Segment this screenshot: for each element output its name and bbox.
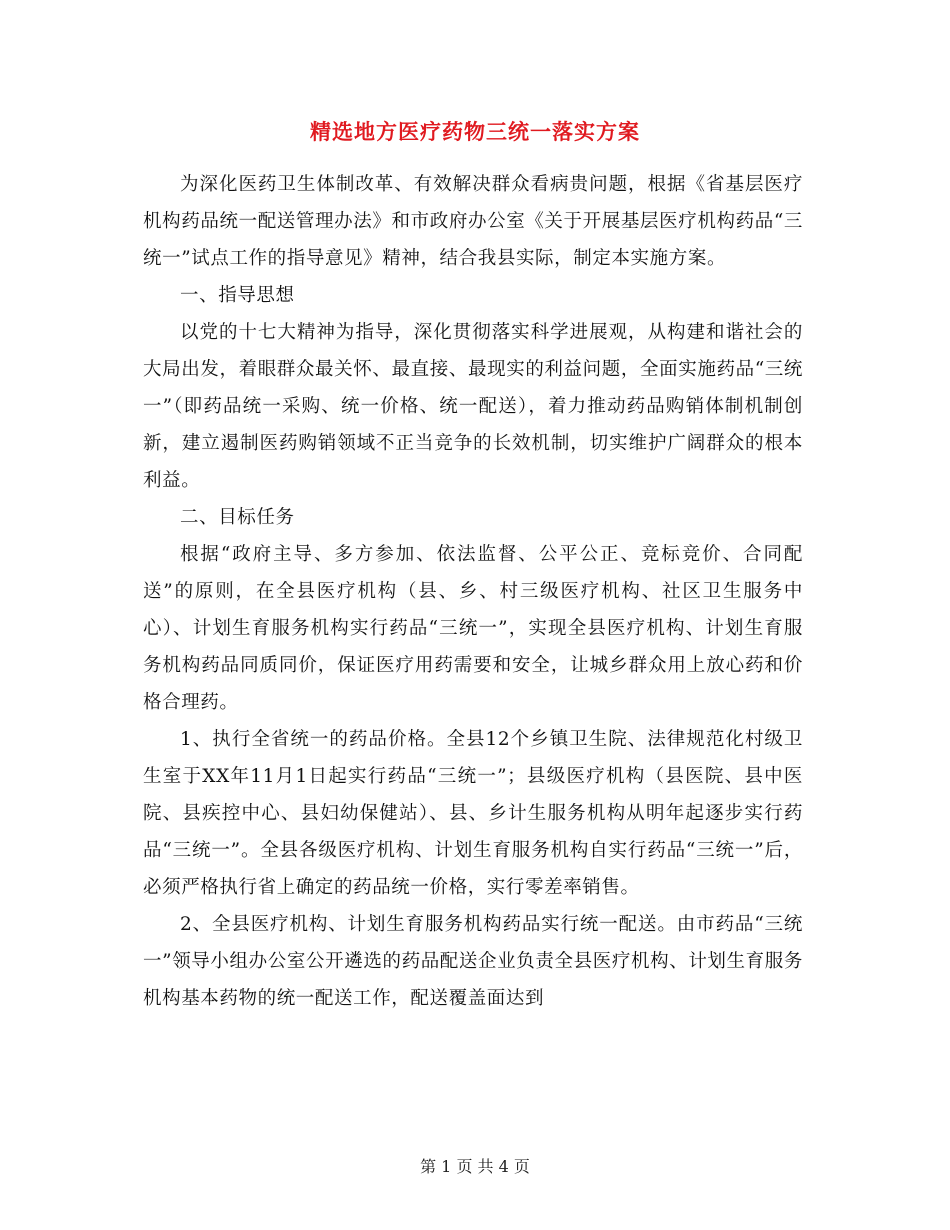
- paragraph-item-1: 1、执行全省统一的药品价格。全县12个乡镇卫生院、法律规范化村级卫生室于XX年11月1日起实行药品“三统一”；县级医疗机构（县医院、县中医院、县疾控中心、县妇幼保健站）、县、乡计生服务机构从明年起逐步实行药品“三统一”。全县各级医疗机构、计划生育服务机构自实行药品“三统一”后，必须严格执行省上确定的药品统一价格，实行零差率销售。: [143, 729, 803, 898]
- paragraph-target-tasks: 根据“政府主导、多方参加、依法监督、公平公正、竞标竞价、合同配送”的原则，在全县医疗机构（县、乡、村三级医疗机构、社区卫生服务中心）、计划生育服务机构实行药品“三统一”，实现全县医疗机构、计划生育服务机构药品同质同价，保证医疗用药需要和安全，让城乡群众用上放心药和价格合理药。: [143, 544, 803, 713]
- document-title: 精选地方医疗药物三统一落实方案: [310, 119, 640, 144]
- document-body: [143, 166, 803, 1017]
- paragraph-intro: 为深化医药卫生体制改革、有效解决群众看病贵问题，根据《省基层医疗机构药品统一配送管理办法》和市政府办公室《关于开展基层医疗机构药品“三统一”试点工作的指导意见》精神，结合我县实际，制定本实施方案。: [143, 174, 803, 269]
- paragraph-guiding-ideology: 以党的十七大精神为指导，深化贯彻落实科学进展观，从构建和谐社会的大局出发，着眼群众最关怀、最直接、最现实的利益问题，全面实施药品“三统一”（即药品统一采购、统一价格、统一配送），着力推动药品购销体制机制创新，建立遏制医药购销领域不正当竞争的长效机制，切实维护广阔群众的根本利益。: [143, 322, 803, 491]
- page-number-footer: 第 1 页 共 4 页: [420, 1157, 530, 1176]
- heading-target-tasks: 二、目标任务: [180, 507, 295, 528]
- heading-guiding-ideology: 一、指导思想: [180, 285, 295, 306]
- paragraph-item-2: 2、全县医疗机构、计划生育服务机构药品实行统一配送。由市药品“三统一”领导小组办公室公开遴选的药品配送企业负责全县医疗机构、计划生育服务机构基本药物的统一配送工作，配送覆盖面达到: [143, 914, 803, 1009]
